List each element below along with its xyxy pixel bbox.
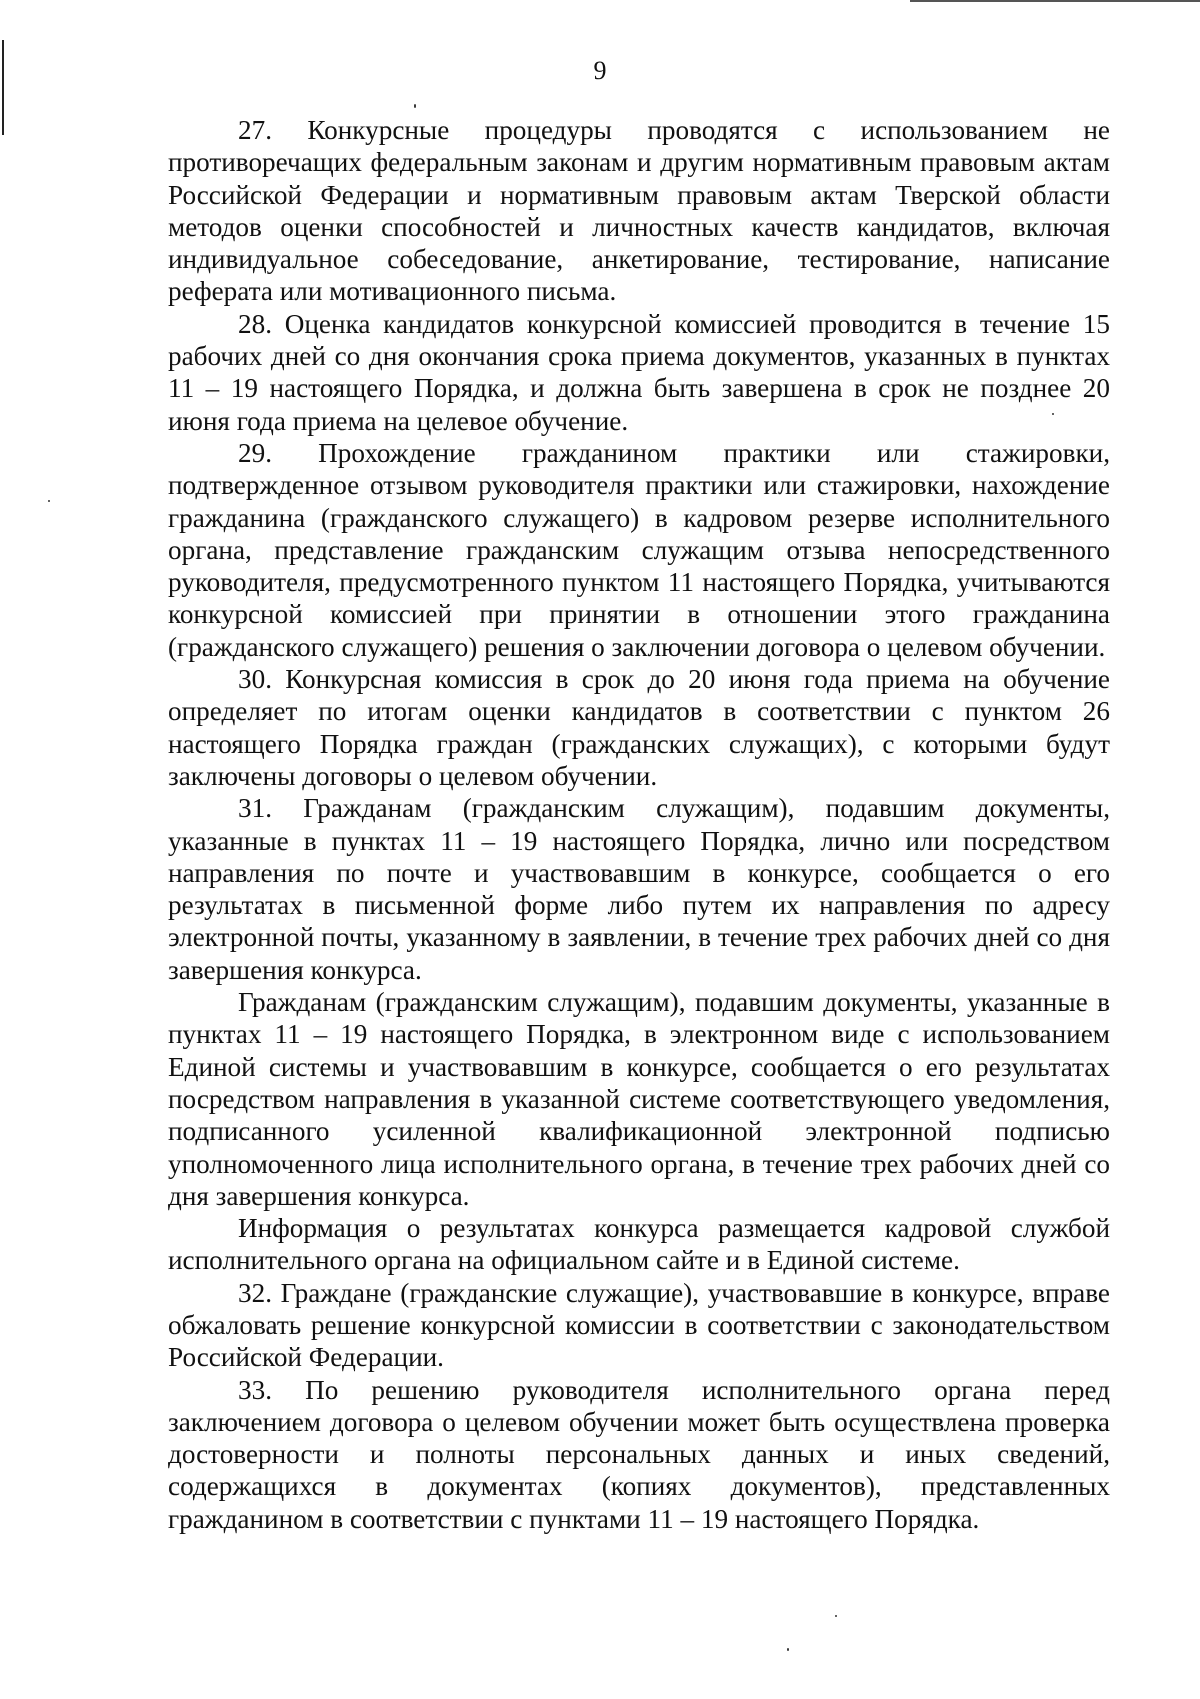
scan-speck [1052,413,1054,415]
paragraph-31: 31. Гражданам (гражданским служащим), подавшим документы, указанные в пунктах 11 – 19 настоящего Порядка, лично или посредством направления по почте и участвовавшим в конкурсе, сообщается о его результатах в письменной форме либо путем их направления по адресу электронной почты, указанному в заявлении, в течение трех рабочих дней со дня завершения конкурса. [168,793,1110,985]
scan-speck [414,104,416,108]
document-body [168,114,1110,1535]
paragraph-32: 32. Граждане (гражданские служащие), участвовавшие в конкурсе, вправе обжаловать решение конкурсной комиссии в соответствии с законодательством Российской Федерации. [168,1277,1110,1373]
scan-edge-mark [2,40,4,135]
scan-speck [835,1615,837,1617]
paragraph-27: 27. Конкурсные процедуры проводятся с использованием не противоречащих федеральным законам и другим нормативным правовым актам Российской Федерации и нормативным правовым актам Тверской области методов оценки способностей и личностных качеств кандидатов, включая индивидуальное собеседование, анкетирование, тестирование, написание реферата или мотивационного письма. [168,115,1110,307]
paragraph-28: 28. Оценка кандидатов конкурсной комиссией проводится в течение 15 рабочих дней со дня окончания срока приема документов, указанных в пунктах 11 – 19 настоящего Порядка, и должна быть завершена в срок не позднее 20 июня года приема на целевое обучение. [168,308,1110,436]
paragraph-30: 30. Конкурсная комиссия в срок до 20 июня года приема на обучение определяет по итогам оценки кандидатов в соответствии с пунктом 26 настоящего Порядка граждан (гражданских служащих), с которыми будут заключены договоры о целевом обучении. [168,664,1110,791]
paragraph-31-electronic: Гражданам (гражданским служащим), подавшим документы, указанные в пунктах 11 – 19 настоящего Порядка, в электронном виде с использованием Единой системы и участвовавшим в конкурсе, сообщается о его результатах посредством направления в указанной системе соответствующего уведомления, подписанного усиленной квалификационной электронной подписью уполномоченного лица исполнительного органа, в течение трех рабочих дней со дня завершения конкурса. [168,987,1110,1211]
page-number: 9 [593,56,607,85]
scan-speck [48,500,50,502]
paragraph-31-information: Информация о результатах конкурса размещается кадровой службой исполнительного органа на официальном сайте и в Единой системе. [168,1213,1110,1276]
paragraph-33: 33. По решению руководителя исполнительного органа перед заключением договора о целевом обучении может быть осуществлена проверка достоверности и полноты персональных данных и иных сведений, содержащихся в документах (копиях документов), представленных гражданином в соответствии с пунктами 11 – 19 настоящего Порядка. [168,1374,1110,1534]
scan-edge-mark [910,0,1200,2]
scan-speck [787,1648,789,1651]
paragraph-29: 29. Прохождение гражданином практики или стажировки, подтвержденное отзывом руководителя практики или стажировки, нахождение гражданина (гражданского служащего) в кадровом резерве исполнительного органа, представление гражданским служащим отзыва непосредственного руководителя, предусмотренного пунктом 11 настоящего Порядка, учитываются конкурсной комиссией при принятии в отношении этого гражданина (гражданского служащего) решения о заключении договора о целевом обучении. [168,437,1110,662]
